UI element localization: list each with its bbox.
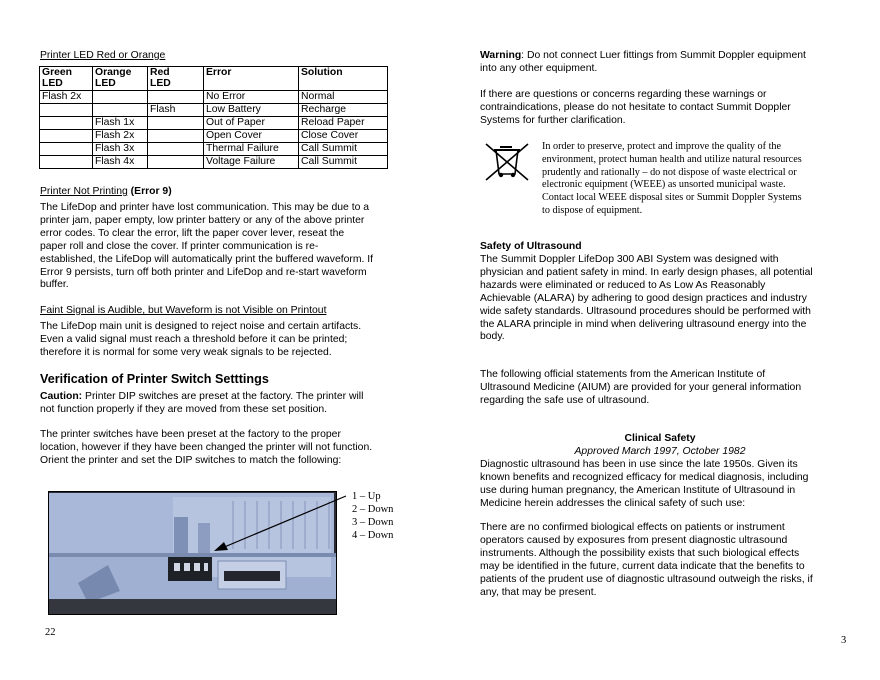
table-cell: Call Summit [299,142,388,155]
table-cell: Low Battery [204,103,299,116]
table-cell: Flash 2x [93,129,148,142]
table-row [40,90,388,103]
table-cell: Open Cover [204,129,299,142]
table-header-row [40,67,388,91]
table-cell: No Error [204,90,299,103]
table-cell: Thermal Failure [204,142,299,155]
biological-effects-paragraph: There are no confirmed biological effects on patients or instrument operators caused by exposures from present diagnostic ultrasound instruments. Although the possibility exists that such biological effects may be identified in the future, current data indicate that the benefits to patients of the prudent use of diagnostic ultrasound outweigh the risks, if any, that may be present. [480,522,813,598]
switch-3: 3 – Down [352,517,394,528]
table-row [40,103,388,116]
table-cell [148,116,204,129]
verification-heading: Verification of Printer Switch Setttings [40,372,269,386]
table-cell: Flash 4x [93,155,148,168]
dip-switch-settings [352,490,393,542]
table-cell [40,116,93,129]
table-cell [148,142,204,155]
table-cell: Reload Paper [299,116,388,129]
weee-notice: In order to preserve, protect and improve the quality of the environment, protect human health and utilize natural resources prudently and rationally – do not dispose of waste electrical or electronic equipment (WEEE) as unsorted municipal waste. Contact local WEEE disposal sites or Summit Doppler Systems to dispose of equipment. [542,141,802,216]
pointer-arrow [200,488,360,558]
page-number-left: 22 [45,627,56,638]
table-cell: Call Summit [299,155,388,168]
table-cell: Flash 1x [93,116,148,129]
aium-paragraph: The following official statements from the American Institute of Ultrasound Medicine (AIUM) are provided for your general information regarding the safe use of ultrasound. [480,369,802,406]
led-status-table [39,66,388,169]
table-row [40,155,388,168]
error-code: (Error 9) [130,186,172,197]
header-error: Error [204,67,299,91]
page-number-right: 3 [841,635,847,646]
table-cell: Flash 2x [40,90,93,103]
safety-heading: Safety of Ultrasound [480,241,582,252]
switch-4: 4 – Down [352,530,394,541]
clinical-approved-dates: Approved March 1997, October 1982 [574,446,746,457]
header-red-led: Red LED [148,67,204,91]
table-cell [40,142,93,155]
table-cell: Flash [148,103,204,116]
questions-paragraph: If there are questions or concerns regarding these warnings or contraindications, please do not hesitate to contact Summit Doppler Systems for further clarification. [480,89,791,126]
table-cell: Close Cover [299,129,388,142]
table-cell: Normal [299,90,388,103]
not-printing-paragraph: The LifeDop and printer have lost communication. This may be due to a printer jam, paper empty, low printer battery or any of the above printer error codes. To clear the error, lift the paper cover lever, reseat the paper roll and close the cover. If printer communication is re- established, the LifeDop will automatically print the buffered waveform. If Error 9 persists, turn off both printer and LifeDop and re-start waveform buffer. [40,202,374,291]
switch-2: 2 – Down [352,504,394,515]
faint-signal-paragraph: The LifeDop main unit is designed to reject noise and certain artifacts. Even a valid signal must reach a threshold before it can be printed; therefore it is normal for some very weak signals to be rejected. [40,321,362,358]
table-row [40,142,388,155]
table-cell [40,103,93,116]
table-cell: Flash 3x [93,142,148,155]
warning-paragraph: Warning: Do not connect Luer fittings from Summit Doppler equipment into any other equipment. [480,50,806,74]
table-cell: Voltage Failure [204,155,299,168]
preset-paragraph: The printer switches have been preset at the factory to the proper location, however if they have been changed the printer will not function. Orient the printer and set the DIP switches to match the following: [40,429,373,466]
table-cell: Out of Paper [204,116,299,129]
right-page [440,0,880,680]
faint-signal-heading: Faint Signal is Audible, but Waveform is not Visible on Printout [40,305,327,316]
table-cell [40,129,93,142]
led-table-heading: Printer LED Red or Orange [40,50,166,61]
warning-label: Warning [480,50,522,61]
header-solution: Solution [299,67,388,91]
printer-not-printing-heading: Printer Not Printing (Error 9) [40,186,172,197]
clinical-paragraph: Diagnostic ultrasound has been in use since the late 1950s. Given its known benefits and recognized efficacy for medical diagnosis, including use during human pregnancy, the American Institute of Ultrasound in Medicine herein addresses the clinical safety of such use: [480,459,809,509]
safety-paragraph: The Summit Doppler LifeDop 300 ABI System was designed with physician and patient safety in mind. In early design phases, all potential hazards were eliminated or reduced to As Low As Reasonably Achievable (ALARA) by adhering to good design practices and industry wide safety standards. Ultrasound procedures should be performed with the ALARA principle in mind when delivering ultrasound energy into the body. [480,254,813,343]
clinical-safety-heading: Clinical Safety [624,433,696,444]
table-cell [93,90,148,103]
table-cell [148,129,204,142]
switch-1: 1 – Up [352,491,381,502]
table-cell [148,90,204,103]
weee-crossed-bin-icon [484,142,530,182]
header-orange-led: Orange LED [93,67,148,91]
table-cell: Recharge [299,103,388,116]
header-green-led: Green LED [40,67,93,91]
caution-label: Caution: [40,391,83,402]
table-cell [40,155,93,168]
caution-paragraph: Caution: Printer DIP switches are preset at the factory. The printer will not function properly if they are moved from these set position. [40,391,364,415]
table-cell [93,103,148,116]
table-row [40,129,388,142]
table-row [40,116,388,129]
table-cell [148,155,204,168]
